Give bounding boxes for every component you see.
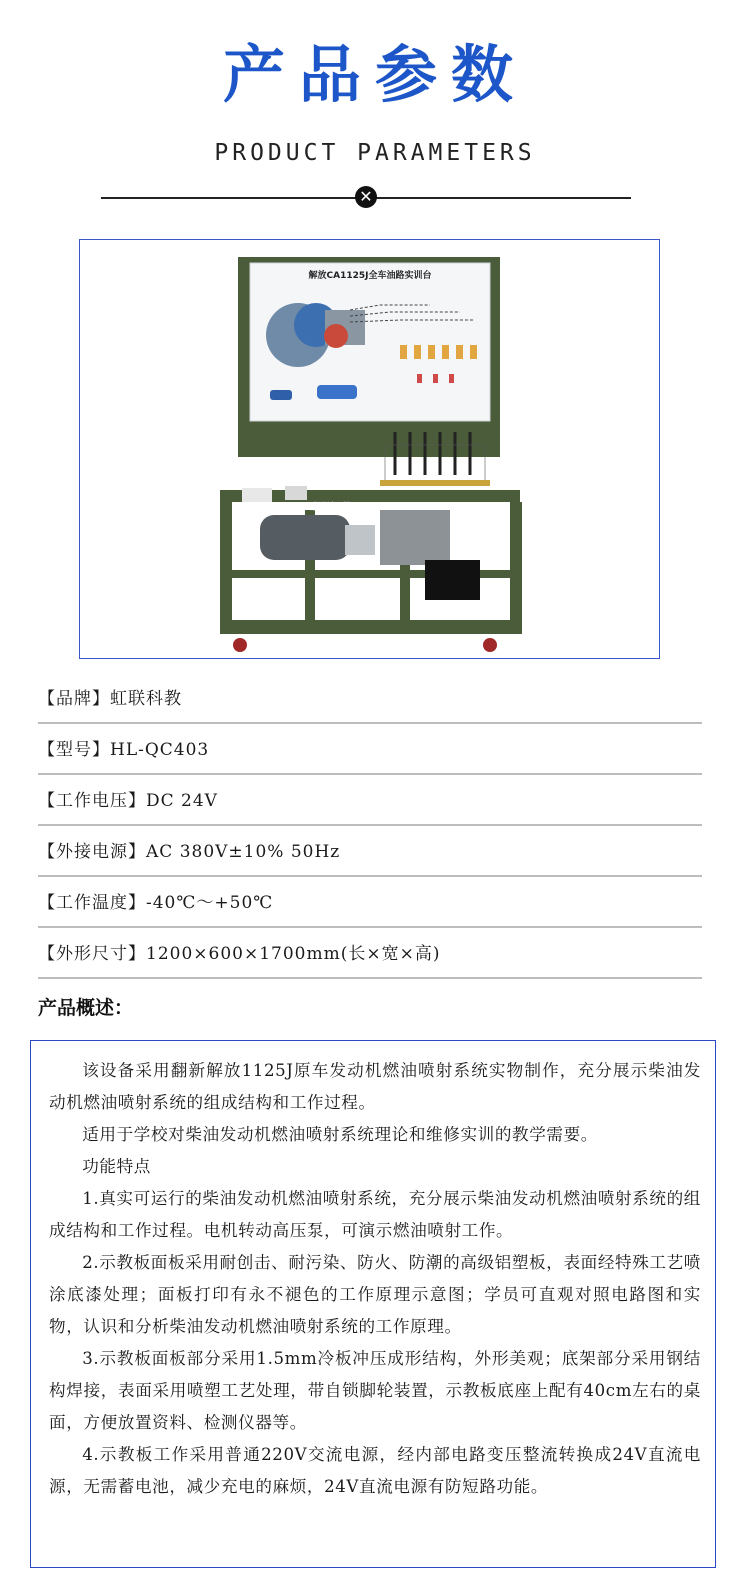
page-subtitle: PRODUCT PARAMETERS xyxy=(214,140,536,166)
overview-paragraph: 适用于学校对柴油发动机燃油喷射系统理论和维修实训的教学需要。 xyxy=(82,1125,598,1144)
fuel-system-trainer-illustration xyxy=(80,240,659,658)
overview-description xyxy=(30,1040,716,1568)
param-label: 【外形尺寸】 xyxy=(38,944,146,964)
overview-paragraph: 4.示教板工作采用普通220V交流电源，经内部电路变压整流转换成24V直流电源，无需蓄电池，减少充电的麻烦，24V直流电源有防短路功能。 xyxy=(49,1445,701,1496)
panel-title-text: 解放CA1125J全车油路实训台 xyxy=(308,271,432,281)
param-row-working-temperature xyxy=(38,878,702,928)
param-row-dimensions xyxy=(38,929,702,979)
param-label: 【外接电源】 xyxy=(38,842,146,862)
param-row-brand xyxy=(38,674,702,724)
photo-watermark: 惠州虹联 xyxy=(310,502,350,513)
param-value: DC 24V xyxy=(146,791,218,811)
param-label: 【型号】 xyxy=(38,740,110,760)
overview-paragraph: 3.示教板面板部分采用1.5mm冷板冲压成形结构，外形美观；底架部分采用钢结构焊接，表面采用喷塑工艺处理，带自锁脚轮装置，示教板底座上配有40cm左右的桌面，方便放置资料、检测仪器等。 xyxy=(49,1349,701,1432)
overview-paragraph: 该设备采用翻新解放1125J原车发动机燃油喷射系统实物制作，充分展示柴油发动机燃油喷射系统的组成结构和工作过程。 xyxy=(49,1061,701,1112)
close-x-circle-icon: ✕ xyxy=(355,186,377,208)
overview-paragraph: 2.示教板面板采用耐创击、耐污染、防火、防潮的高级铝塑板，表面经特殊工艺喷涂底漆处理；面板打印有永不褪色的工作原理示意图；学员可直观对照电路图和实物，认识和分析柴油发动机燃油喷射系统的工作原理。 xyxy=(49,1253,701,1336)
param-label: 【工作电压】 xyxy=(38,791,146,811)
param-row-external-power xyxy=(38,827,702,877)
param-value: 虹联科教 xyxy=(110,689,182,709)
overview-paragraph: 功能特点 xyxy=(82,1157,151,1176)
param-row-working-voltage xyxy=(38,776,702,826)
param-label: 【工作温度】 xyxy=(38,893,146,913)
overview-heading: 产品概述： xyxy=(38,997,134,1019)
param-value: HL-QC403 xyxy=(110,740,210,760)
product-photo xyxy=(79,239,660,659)
param-value: -40℃～+50℃ xyxy=(146,893,274,913)
param-label: 【品牌】 xyxy=(38,689,110,709)
param-value: 1200×600×1700mm(长×宽×高) xyxy=(146,944,441,964)
overview-paragraph: 1.真实可运行的柴油发动机燃油喷射系统，充分展示柴油发动机燃油喷射系统的组成结构和工作过程。电机转动高压泵，可演示燃油喷射工作。 xyxy=(49,1189,701,1240)
param-row-model xyxy=(38,725,702,775)
page-title: 产品参数 xyxy=(222,38,527,111)
param-value: AC 380V±10% 50Hz xyxy=(146,842,341,862)
